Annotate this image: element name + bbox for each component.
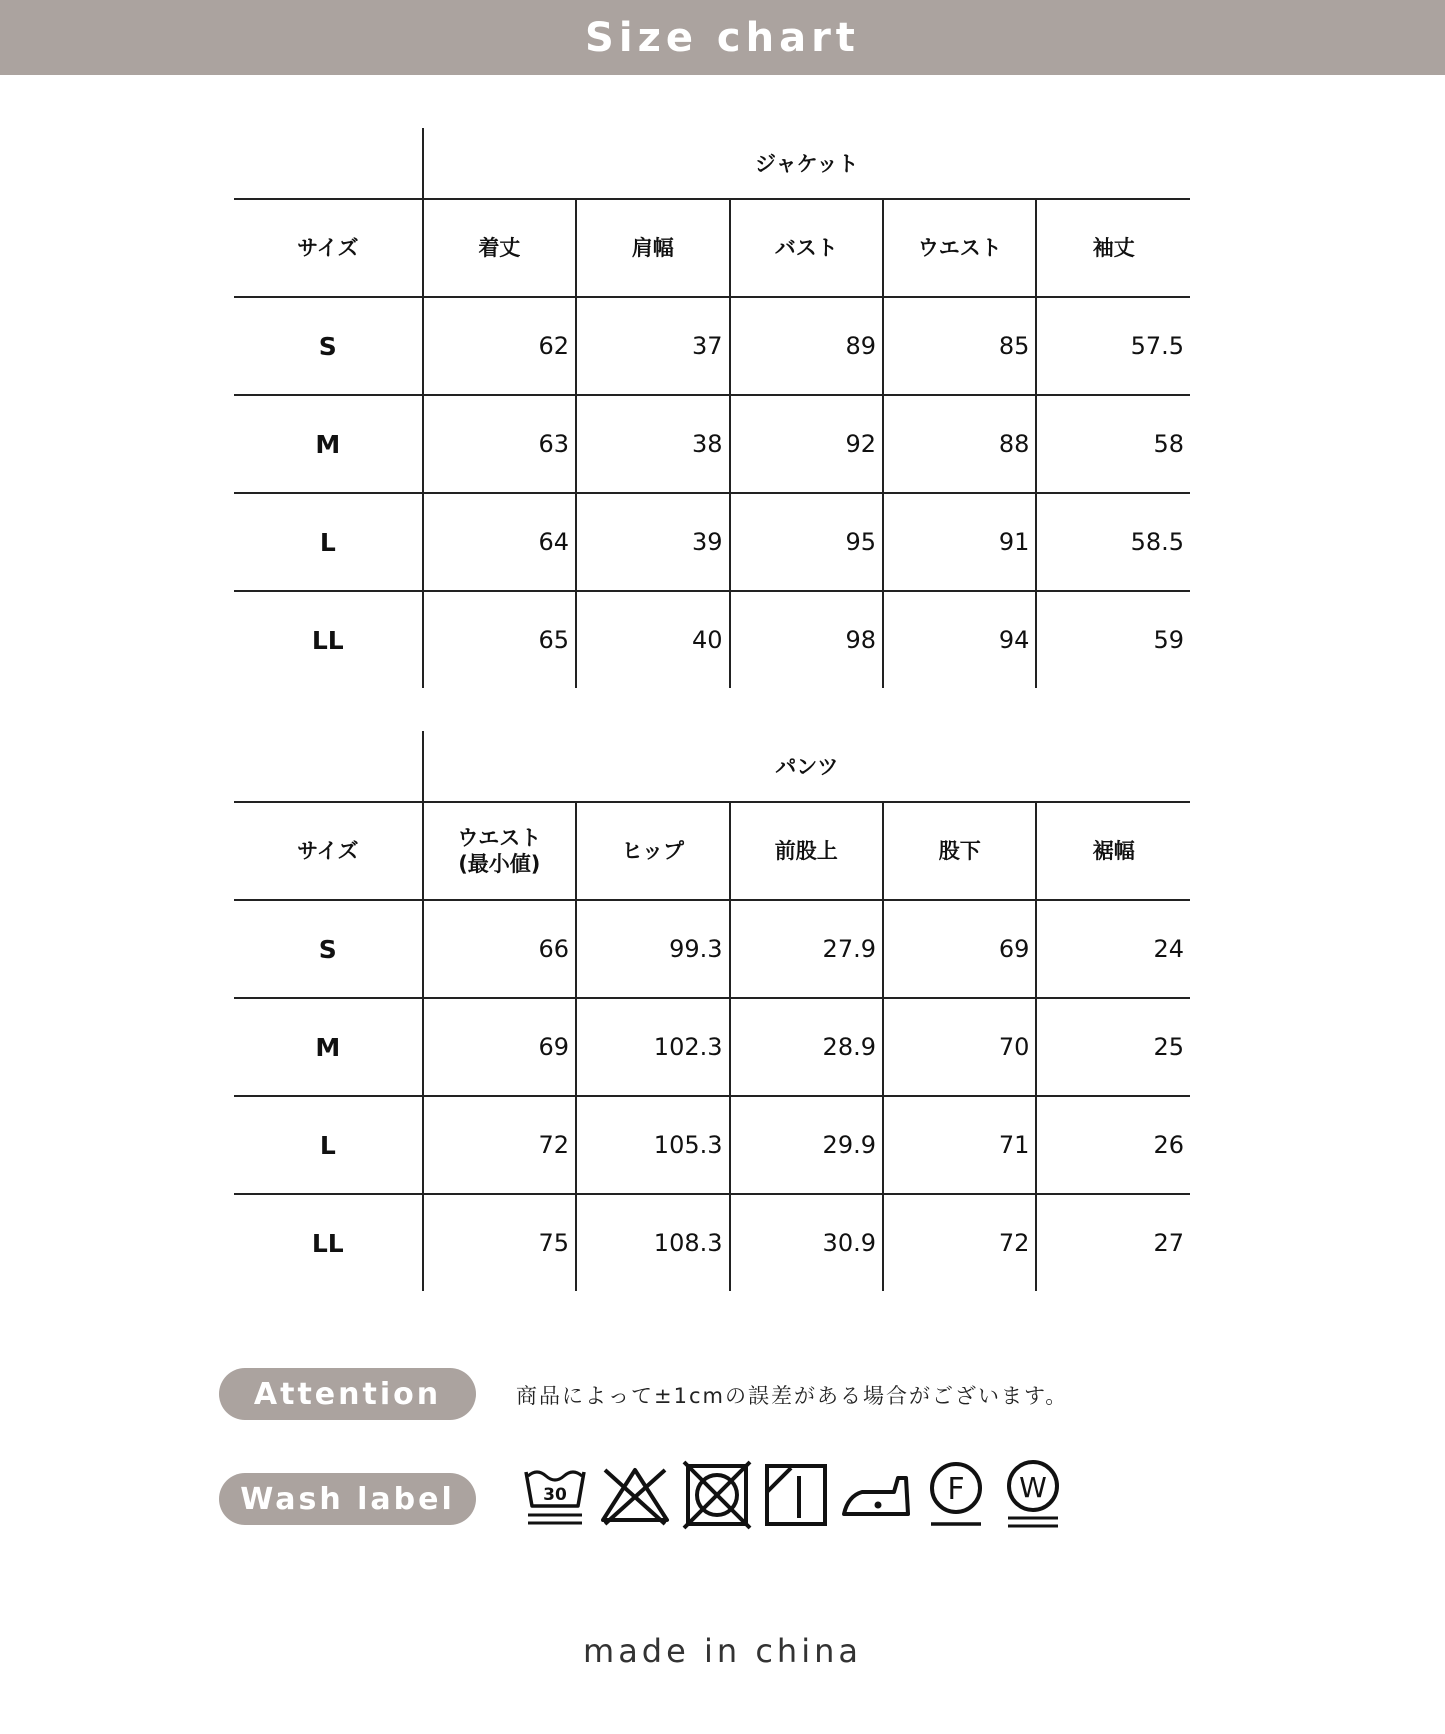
table-cell: 94 (883, 591, 1036, 688)
table-cell: 26 (1036, 1096, 1190, 1194)
wash-temp-label: 30 (543, 1485, 567, 1505)
table-cell: 102.3 (576, 998, 729, 1096)
wet-clean-letter: W (1019, 1471, 1047, 1504)
table-row (234, 900, 1190, 998)
table-cell: 70 (883, 998, 1036, 1096)
table-cell: 29.9 (730, 1096, 883, 1194)
table-cell: 30.9 (730, 1194, 883, 1291)
table-corner (234, 731, 423, 802)
table-cell: 98 (730, 591, 883, 688)
wash-label-text: Wash label (240, 1481, 455, 1517)
wet-clean-w-icon (998, 1460, 1068, 1530)
table-cell: 72 (423, 1096, 576, 1194)
table-cell: 72 (883, 1194, 1036, 1291)
table-cell: 58 (1036, 395, 1190, 493)
table-row (234, 1096, 1190, 1194)
column-header: ウエスト (883, 199, 1036, 297)
table-cell: 91 (883, 493, 1036, 591)
dry-clean-letter: F (947, 1472, 965, 1507)
column-header: ヒップ (576, 802, 729, 900)
wash-30-icon (520, 1460, 590, 1530)
size-label: M (234, 395, 423, 493)
origin-text: made in china (583, 1632, 862, 1670)
size-label: L (234, 1096, 423, 1194)
table-corner (234, 128, 423, 199)
table-cell: 25 (1036, 998, 1190, 1096)
table-cell: 63 (423, 395, 576, 493)
table-row (234, 297, 1190, 395)
no-tumble-dry-icon (680, 1460, 754, 1530)
table-cell: 99.3 (576, 900, 729, 998)
table-row (234, 395, 1190, 493)
no-bleach-icon (597, 1460, 673, 1530)
jacket-title: ジャケット (423, 128, 1190, 199)
size-column-header: サイズ (234, 802, 423, 900)
iron-low-icon (838, 1460, 914, 1530)
column-header: 袖丈 (1036, 199, 1190, 297)
table-cell: 105.3 (576, 1096, 729, 1194)
table-row (234, 1194, 1190, 1291)
table-cell: 92 (730, 395, 883, 493)
table-cell: 71 (883, 1096, 1036, 1194)
table-cell: 108.3 (576, 1194, 729, 1291)
size-column-header: サイズ (234, 199, 423, 297)
attention-note: 商品によって±1cmの誤差がある場合がございます。 (516, 1384, 1069, 1408)
size-label: M (234, 998, 423, 1096)
line-dry-shade-icon (761, 1460, 831, 1530)
pants-title: パンツ (423, 731, 1190, 802)
page-title: Size chart (585, 14, 860, 61)
column-header-sub: (最小値) (458, 852, 541, 876)
table-cell: 58.5 (1036, 493, 1190, 591)
column-header: 前股上 (730, 802, 883, 900)
size-chart-header (0, 0, 1445, 75)
size-label: S (234, 297, 423, 395)
size-label: L (234, 493, 423, 591)
table-cell: 28.9 (730, 998, 883, 1096)
column-header: 裾幅 (1036, 802, 1190, 900)
table-cell: 38 (576, 395, 729, 493)
table-cell: 27.9 (730, 900, 883, 998)
jacket-size-table (234, 128, 1190, 688)
table-row (234, 591, 1190, 688)
table-cell: 65 (423, 591, 576, 688)
size-label: LL (234, 1194, 423, 1291)
table-cell: 39 (576, 493, 729, 591)
table-cell: 75 (423, 1194, 576, 1291)
table-cell: 88 (883, 395, 1036, 493)
table-cell: 24 (1036, 900, 1190, 998)
table-cell: 89 (730, 297, 883, 395)
pants-size-table (234, 731, 1190, 1291)
dry-clean-f-icon (921, 1460, 991, 1530)
column-header-main: ウエスト (457, 826, 542, 850)
size-label: S (234, 900, 423, 998)
table-cell: 66 (423, 900, 576, 998)
column-header: バスト (730, 199, 883, 297)
table-cell: 27 (1036, 1194, 1190, 1291)
table-cell: 62 (423, 297, 576, 395)
attention-badge (219, 1368, 476, 1420)
table-cell: 69 (883, 900, 1036, 998)
table-row (234, 998, 1190, 1096)
table-cell: 64 (423, 493, 576, 591)
wash-icons (520, 1460, 1068, 1530)
column-header: 肩幅 (576, 199, 729, 297)
table-row (234, 493, 1190, 591)
table-cell: 57.5 (1036, 297, 1190, 395)
column-header: 着丈 (423, 199, 576, 297)
column-header (423, 802, 576, 900)
table-cell: 59 (1036, 591, 1190, 688)
wash-label-badge (219, 1473, 476, 1525)
table-cell: 85 (883, 297, 1036, 395)
table-cell: 37 (576, 297, 729, 395)
table-cell: 40 (576, 591, 729, 688)
table-cell: 69 (423, 998, 576, 1096)
table-cell: 95 (730, 493, 883, 591)
attention-label: Attention (253, 1376, 442, 1412)
size-label: LL (234, 591, 423, 688)
column-header: 股下 (883, 802, 1036, 900)
